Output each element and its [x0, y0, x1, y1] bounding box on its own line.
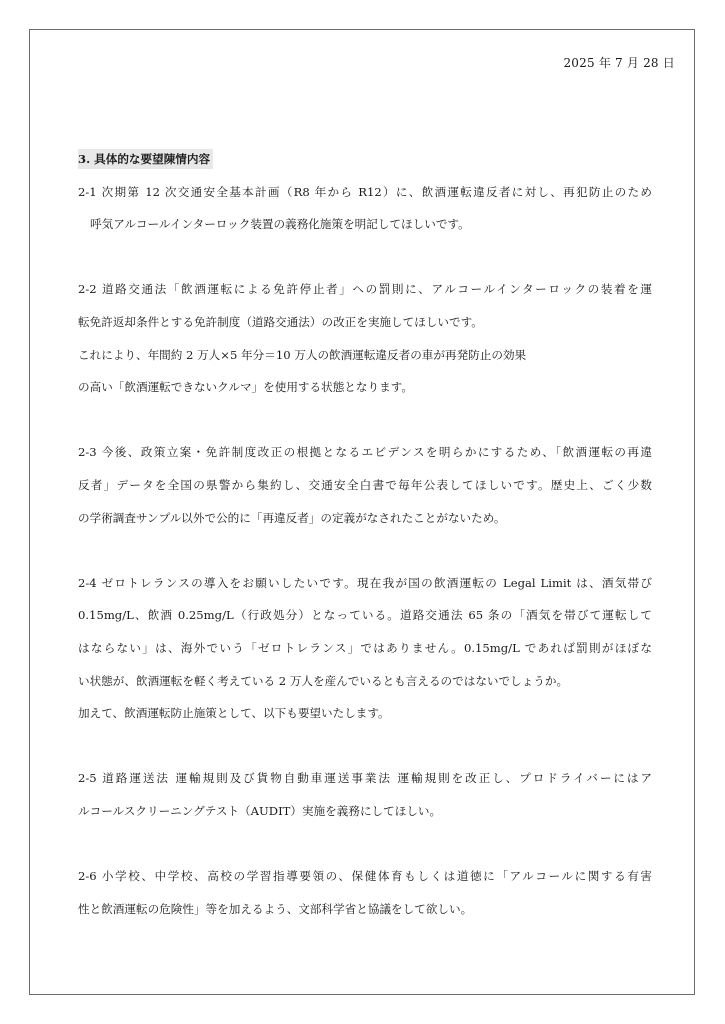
request-item-2-2 — [78, 273, 652, 403]
paragraph-line: 2-2 道路交通法「飲酒運転による免許停止者」への罰則に、アルコールインターロックの装着を運 — [78, 282, 652, 297]
paragraph-line: の学術調査サンプル以外で公的に「再違反者」の定義がなされたことがないため。 — [78, 510, 506, 525]
paragraph-line: い状態が、飲酒運転を軽く考えている 2 万人を産んでいるとも言えるのではないでしょうか。 — [78, 673, 569, 688]
document-body — [78, 143, 652, 925]
request-item-2-1 — [78, 176, 652, 241]
request-item-2-6 — [78, 860, 652, 925]
request-item-2-3 — [78, 436, 652, 534]
paragraph-line: 加えて、飲酒運転防止施策として、以下も要望いたします。 — [78, 706, 390, 721]
document-date: 2025 年 7 月 28 日 — [563, 56, 675, 70]
paragraph-line: 2-1 次期第 12 次交通安全基本計画（R8 年から R12）に、飲酒運転違反者に対し、再犯防止のため — [78, 184, 652, 199]
paragraph-line: の高い「飲酒運転できないクルマ」を使用する状態となります。 — [78, 380, 413, 395]
section-title: 3. 具体的な要望陳情内容 — [78, 149, 213, 169]
paragraph-line: 2-4 ゼロトレランスの導入をお願いしたいです。現在我が国の飲酒運転の Legal Limit は、酒気帯び — [78, 575, 652, 590]
request-item-2-5 — [78, 762, 652, 827]
paragraph-line: 反者」データを全国の県警から集約し、交通安全白書で毎年公表してほしいです。歴史上、ごく少数 — [78, 477, 652, 492]
paragraph-line: 転免許返却条件とする免許制度（道路交通法）の改正を実施してほしいです。 — [78, 314, 483, 329]
paragraph-line: 2-5 道路運送法 運輸規則及び貨物自動車運送事業法 運輸規則を改正し、プロドライバーにはア — [78, 771, 652, 786]
paragraph-line: ルコールスクリーニングテスト（AUDIT）実施を義務にしてほしい。 — [78, 803, 442, 818]
paragraph-line: 性と飲酒運転の危険性」等を加えるよう、文部科学省と協議をして欲しい。 — [78, 901, 473, 916]
paragraph-line: 2-3 今後、政策立案・免許制度改正の根拠となるエビデンスを明らかにするため、「飲酒運転の再違 — [78, 445, 652, 460]
paragraph-line: 呼気アルコールインターロック装置の義務化施策を明記してほしいです。 — [90, 217, 470, 232]
request-item-2-4 — [78, 567, 652, 730]
paragraph-line: 0.15mg/L、飲酒 0.25mg/L（行政処分）となっている。道路交通法 65 条の「酒気を帯びて運転して — [78, 608, 652, 623]
paragraph-line: はならない」は、海外でいう「ゼロトレランス」ではありません。0.15mg/L であれば罰則がほぼな — [78, 640, 652, 655]
paragraph-line: これにより、年間約 2 万人×5 年分＝10 万人の飲酒運転違反者の車が再発防止の効果 — [78, 347, 527, 362]
paragraph-line: 2-6 小学校、中学校、高校の学習指導要領の、保健体育もしくは道徳に「アルコールに関する有害 — [78, 869, 652, 884]
